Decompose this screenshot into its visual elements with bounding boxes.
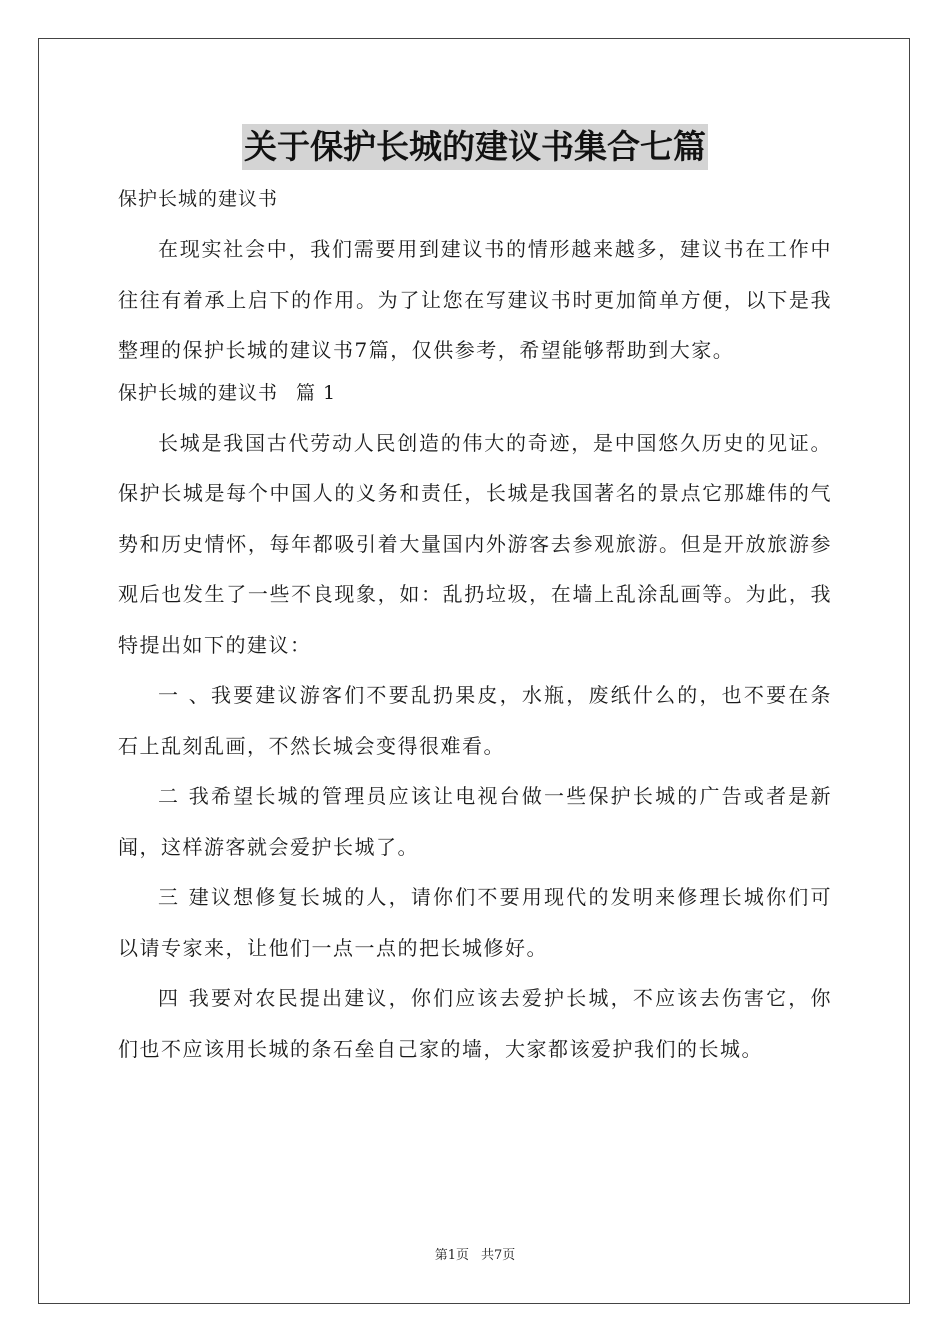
section1-paragraph-1: 长城是我国古代劳动人民创造的伟大的奇迹，是中国悠久历史的见证。保护长城是每个中国人的义务和责任，长城是我国著名的景点它那雄伟的气势和历史情怀，每年都吸引着大量国内外游客去参观旅游。但是开放旅游参观后也发生了一些不良现象，如：乱扔垃圾，在墙上乱涂乱画等。为此，我特提出如下的建议： xyxy=(118,430,832,657)
section1-paragraph-5: 四 我要对农民提出建议，你们应该去爱护长城，不应该去伤害它，你们也不应该用长城的条石垒自己家的墙，大家都该爱护我们的长城。 xyxy=(118,986,832,1061)
document-title: 关于保护长城的建议书集合七篇 xyxy=(242,124,708,170)
page-number: 第1页 xyxy=(434,1248,469,1263)
document-body xyxy=(118,182,832,1074)
title-container xyxy=(0,124,950,170)
section1-heading xyxy=(118,376,832,410)
intro-heading xyxy=(118,182,832,216)
section1-paragraph-3: 二 我希望长城的管理员应该让电视台做一些保护长城的广告或者是新闻，这样游客就会爱护长城了。 xyxy=(118,784,832,859)
section1-number: 篇 1 xyxy=(296,381,337,404)
page-total: 共7页 xyxy=(481,1248,516,1263)
section1-heading-text: 保护长城的建议书 xyxy=(118,381,279,404)
intro-paragraph: 在现实社会中，我们需要用到建议书的情形越来越多，建议书在工作中往往有着承上启下的作用。为了让您在写建议书时更加简单方便，以下是我整理的保护长城的建议书7篇，仅供参考，希望能够帮助到大家。 xyxy=(118,237,832,362)
section1-paragraph-4: 三 建议想修复长城的人，请你们不要用现代的发明来修理长城你们可以请专家来，让他们一点一点的把长城修好。 xyxy=(118,885,832,960)
page-footer xyxy=(0,1246,950,1266)
section1-paragraph-2: 一 、我要建议游客们不要乱扔果皮，水瓶，废纸什么的，也不要在条石上乱刻乱画，不然长城会变得很难看。 xyxy=(118,683,832,758)
intro-heading-text: 保护长城的建议书 xyxy=(118,188,279,210)
